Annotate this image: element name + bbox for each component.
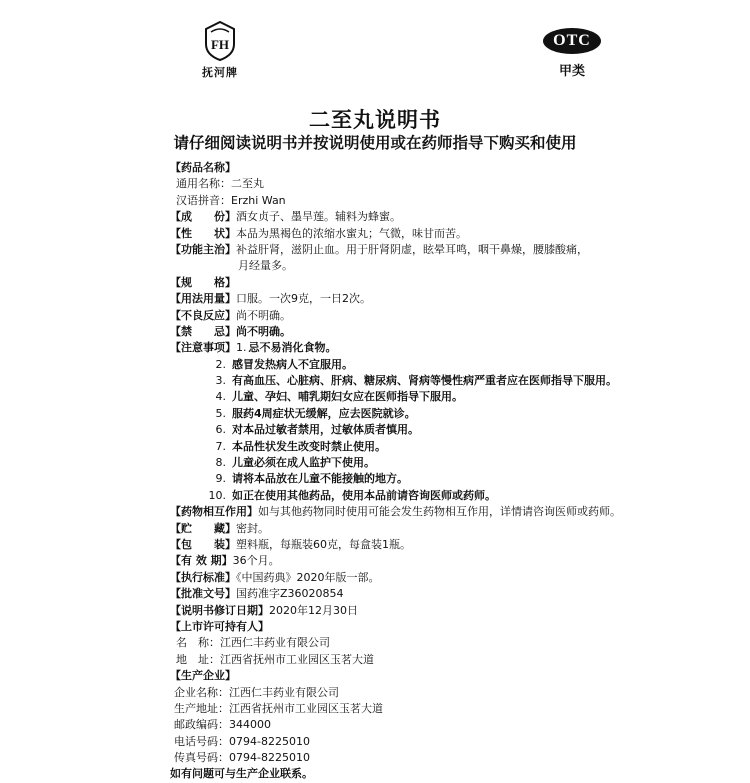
precaution-number: 9.: [215, 472, 226, 486]
revision-label: 【说明书修订日期】: [170, 603, 269, 617]
precaution-text: 服药4周症状无缓解，应去医院就诊。: [232, 406, 416, 420]
pinyin-name: 汉语拼音：Erzhi Wan: [176, 193, 286, 207]
indications-value: 补益肝肾，滋阴止血。用于肝肾阴虚，眩晕耳鸣，咽干鼻燥，腰膝酸痛，: [236, 242, 588, 256]
drug-name-heading: 【药品名称】: [170, 161, 236, 174]
logo-monogram: FH: [210, 37, 230, 52]
brand-emblem-icon: [203, 20, 237, 62]
standard-label: 【执行标准】: [170, 570, 236, 584]
precautions-row: [170, 340, 730, 356]
manufacturer-name: 企业名称：江西仁丰药业有限公司: [174, 685, 339, 699]
validity-value: 36个月。: [232, 554, 280, 568]
validity-label: 【有 效 期】: [170, 554, 233, 568]
dosage-value: 口服。一次9克，一日2次。: [236, 292, 371, 306]
precaution-number: 2.: [215, 357, 226, 371]
otc-class-label: 甲类: [558, 64, 585, 79]
manufacturer-postal-code: 邮政编码：344000: [174, 718, 271, 732]
precaution-text: 对本品过敏者禁用，过敏体质者慎用。: [232, 423, 419, 437]
precaution-text: 儿童、孕妇、哺乳期妇女应在医师指导下服用。: [232, 390, 463, 404]
manufacturer-address: 生产地址：江西省抚州市工业园区玉茗大道: [174, 701, 383, 715]
precaution-item: [202, 389, 730, 405]
properties-label: 【性 状】: [170, 226, 236, 240]
standard-row: [170, 570, 730, 586]
manufacturer-phone: 电话号码：0794-8225010: [174, 734, 310, 748]
interaction-label: 【药物相互作用】: [170, 505, 258, 519]
instructions-body: [170, 160, 730, 783]
otc-mark: [540, 28, 604, 79]
package-row: [170, 537, 730, 553]
adverse-value: 尚不明确。: [236, 308, 291, 322]
approval-row: [170, 586, 730, 602]
precaution-number: 6.: [215, 423, 226, 437]
revision-row: [170, 603, 730, 619]
precaution-text: 如正在使用其他药品，使用本品前请咨询医师或药师。: [232, 488, 496, 502]
ingredients-row: [170, 209, 730, 225]
package-label: 【包 装】: [170, 537, 236, 551]
document-title: 二至丸说明书: [309, 108, 441, 132]
approval-value: 国药准字Z36020854: [236, 587, 344, 601]
spec-label: 【规 格】: [170, 275, 236, 289]
precaution-text: 有高血压、心脏病、肝病、糖尿病、肾病等慢性病严重者应在医师指导下服用。: [232, 374, 617, 388]
adverse-row: [170, 308, 730, 324]
precaution-item: [202, 488, 730, 504]
contraindications-label: 【禁 忌】: [170, 324, 236, 338]
revision-value: 2020年12月30日: [269, 603, 358, 617]
precaution-number: 5.: [215, 406, 226, 420]
dosage-label: 【用法用量】: [170, 292, 236, 306]
precautions-label: 【注意事项】: [170, 341, 236, 355]
manufacturer-heading: 【生产企业】: [170, 669, 236, 683]
indications-row: [170, 242, 730, 258]
common-name: 通用名称：二至丸: [176, 177, 264, 191]
brand-name: 抚河牌: [202, 66, 238, 79]
precaution-text: 本品性状发生改变时禁止使用。: [232, 439, 386, 453]
precaution-item: [202, 439, 730, 455]
adverse-label: 【不良反应】: [170, 308, 236, 322]
contraindications-row: [170, 324, 730, 340]
brand-logo: [196, 20, 244, 80]
storage-label: 【贮 藏】: [170, 521, 236, 535]
precaution-text: 感冒发热病人不宜服用。: [232, 357, 353, 371]
package-value: 塑料瓶，每瓶装60克，每盒装1瓶。: [236, 537, 411, 551]
contraindications-value: 尚不明确。: [236, 324, 291, 338]
holder-name: 名 称：江西仁丰药业有限公司: [176, 636, 330, 650]
properties-value: 本品为黑褐色的浓缩水蜜丸；气微，味甘而苦。: [236, 226, 467, 240]
interaction-row: [170, 504, 730, 520]
ingredients-label: 【成 份】: [170, 210, 236, 224]
dosage-row: [170, 291, 730, 307]
indications-continued: 月经量多。: [238, 259, 293, 273]
storage-value: 密封。: [236, 521, 269, 535]
ingredients-value: 酒女贞子、墨旱莲。辅料为蜂蜜。: [236, 210, 401, 224]
precaution-number: 8.: [215, 456, 226, 470]
precaution-item: [202, 357, 730, 373]
precaution-item: [202, 373, 730, 389]
precaution-text: 儿童必须在成人监护下使用。: [232, 456, 375, 470]
precaution-item: [202, 471, 730, 487]
precaution-number: 3.: [215, 374, 226, 388]
otc-badge: OTC: [543, 28, 601, 54]
precaution-number: 4.: [215, 390, 226, 404]
standard-value: 《中国药典》2020年版一部。: [236, 570, 380, 584]
precaution-item: [202, 455, 730, 471]
precaution-text: 忌不易消化食物。: [248, 341, 337, 355]
validity-row: [170, 553, 730, 569]
holder-heading: 【上市许可持有人】: [170, 619, 269, 633]
precaution-text: 请将本品放在儿童不能接触的地方。: [232, 472, 408, 486]
precautions-list: [170, 357, 730, 505]
indications-label: 【功能主治】: [170, 242, 236, 256]
approval-label: 【批准文号】: [170, 587, 236, 601]
precaution-item: [202, 422, 730, 438]
precaution-item: [236, 341, 337, 354]
document-subtitle: 请仔细阅读说明书并按说明使用或在药师指导下购买和使用: [173, 134, 577, 152]
precaution-item: [202, 406, 730, 422]
manufacturer-fax: 传真号码：0794-8225010: [174, 751, 310, 765]
footer-note: 如有问题可与生产企业联系。: [170, 767, 313, 781]
precaution-number: 7.: [215, 439, 226, 453]
storage-row: [170, 521, 730, 537]
interaction-value: 如与其他药物同时使用可能会发生药物相互作用，详情请咨询医师或药师。: [258, 505, 621, 519]
holder-address: 地 址：江西省抚州市工业园区玉茗大道: [176, 652, 374, 666]
properties-row: [170, 226, 730, 242]
precaution-number: 10.: [208, 488, 226, 502]
precaution-number: 1.: [236, 341, 247, 355]
